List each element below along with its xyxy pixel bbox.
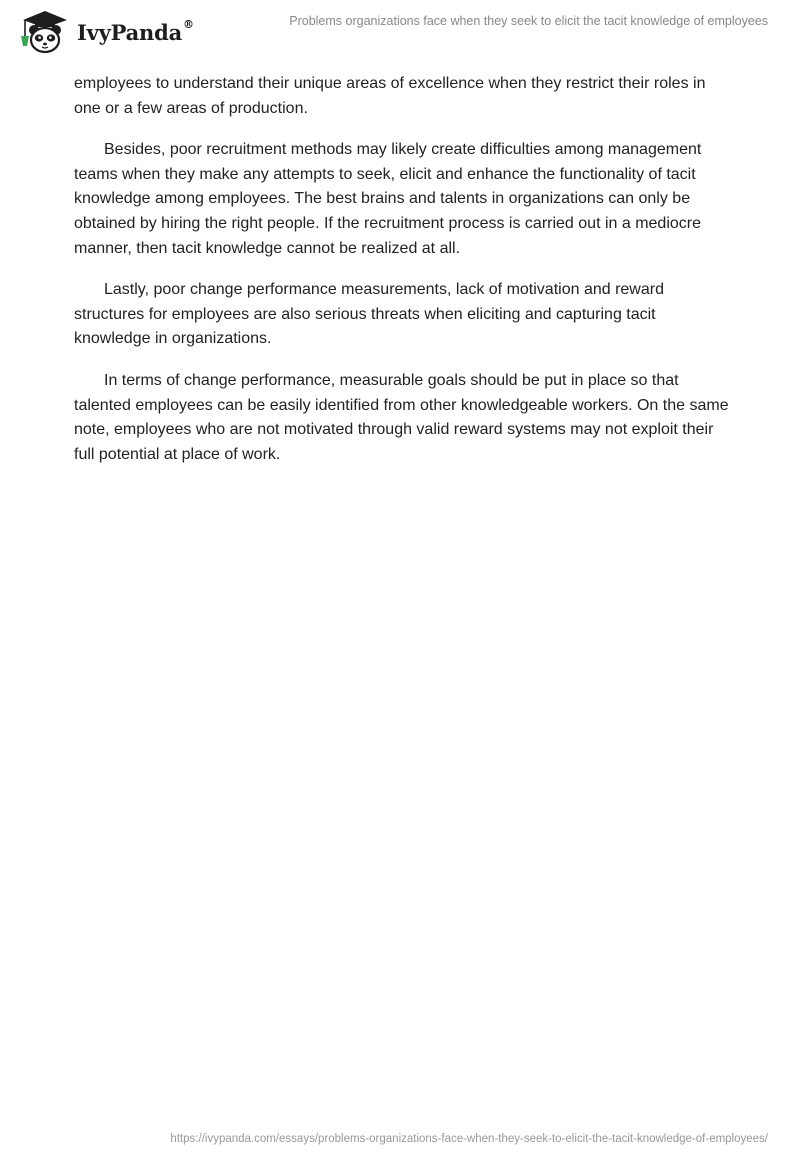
paragraph: In terms of change performance, measurable goals should be put in place so that talented employees can be easily identified from other knowledgeable workers. On the same note, employees who are not motivated through valid reward systems may not exploit their full potential at place of work. — [74, 371, 729, 463]
paragraph: employees to understand their unique areas of excellence when they restrict their roles in one or a few areas of production. — [74, 75, 706, 117]
essay-body — [74, 72, 734, 484]
paragraph: Besides, poor recruitment methods may likely create difficulties among management teams when they make any attempts to seek, elicit and enhance the functionality of tacit knowledge among employees. The best brains and talents in organizations can only be obtained by hiring the right people. If the recruitment process is carried out in a mediocre manner, then tacit knowledge cannot be realized at all. — [74, 141, 702, 257]
panda-graduate-icon — [15, 8, 75, 56]
document-title: Problems organizations face when they seek to elicit the tacit knowledge of employees — [289, 14, 768, 28]
page-header — [0, 0, 800, 60]
ivypanda-logo[interactable] — [15, 8, 205, 56]
source-url[interactable]: https://ivypanda.com/essays/problems-organizations-face-when-they-seek-to-elicit-the-tacit-knowledge-of-employees/ — [170, 1133, 768, 1145]
logo-wordmark: IvyPanda® — [77, 18, 194, 45]
registered-mark: ® — [183, 18, 194, 31]
paragraph: Lastly, poor change performance measurements, lack of motivation and reward structures for employees are also serious threats when eliciting and capturing tacit knowledge in organizations. — [74, 281, 664, 348]
